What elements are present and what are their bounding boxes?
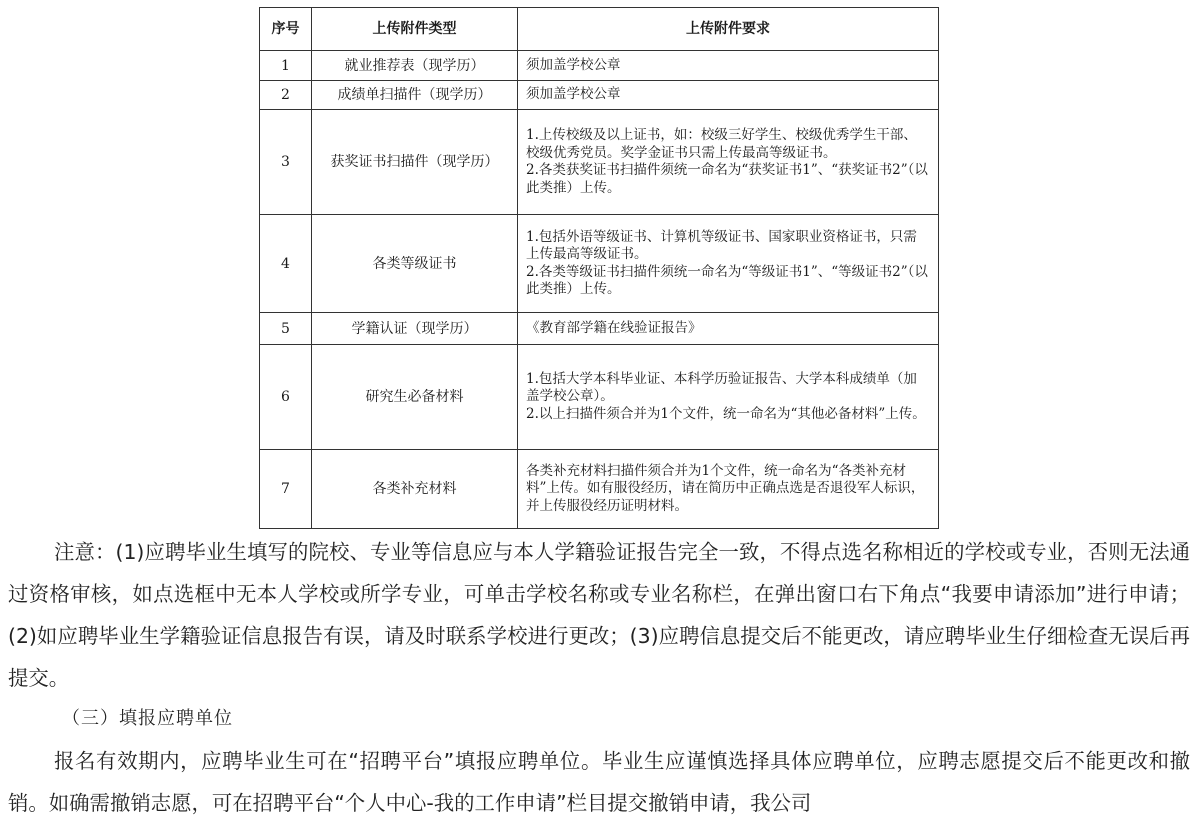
cell-attachment-type: 获奖证书扫描件（现学历）	[312, 110, 518, 215]
section-heading: （三）填报应聘单位	[62, 708, 233, 729]
requirement-line: 须加盖学校公章	[526, 86, 621, 103]
requirement-line: 2.各类获奖证书扫描件须统一命名为“获奖证书1”、“获奖证书2”（以此类推）上传。	[526, 162, 928, 196]
requirement-line: 1.上传校级及以上证书，如：校级三好学生、校级优秀学生干部、校级优秀党员。奖学金证书只需上传最高等级证书。	[526, 127, 917, 161]
table-row	[260, 110, 939, 215]
cell-seq: 7	[260, 450, 312, 529]
apply-paragraph: 报名有效期内，应聘毕业生可在“招聘平台”填报应聘单位。毕业生应谨慎选择具体应聘单位，应聘志愿提交后不能更改和撤销。如确需撤销志愿，可在招聘平台“个人中心-我的工作申请”栏目提交撤销申请，我公司	[8, 749, 1190, 815]
requirement-line: 各类补充材料扫描件须合并为1个文件，统一命名为“各类补充材料”上传。如有服役经历，请在简历中正确点选是否退役军人标识，并上传服役经历证明材料。	[526, 462, 925, 514]
cell-attachment-requirement	[518, 313, 939, 345]
header-seq: 序号	[260, 8, 312, 51]
note-paragraph: 注意：(1)应聘毕业生填写的院校、专业等信息应与本人学籍验证报告完全一致，不得点选名称相近的学校或专业，否则无法通过资格审核，如点选框中无本人学校或所学专业，可单击学校名称或专业名称栏，在弹出窗口右下角点“我要申请添加”进行申请；(2)如应聘毕业生学籍验证信息报告有误，请及时联系学校进行更改；(3)应聘信息提交后不能更改，请应聘毕业生仔细检查无误后再提交。	[8, 540, 1190, 690]
cell-attachment-requirement	[518, 51, 939, 81]
requirement-line: 2.以上扫描件须合并为1个文件，统一命名为“其他必备材料”上传。	[526, 405, 926, 422]
cell-seq: 2	[260, 81, 312, 110]
requirement-line: 2.各类等级证书扫描件须统一命名为“等级证书1”、“等级证书2”（以此类推）上传。	[526, 263, 928, 297]
cell-seq: 3	[260, 110, 312, 215]
table-row	[260, 81, 939, 110]
cell-seq: 1	[260, 51, 312, 81]
requirement-line: 须加盖学校公章	[526, 56, 621, 73]
upload-attachment-table	[259, 7, 939, 529]
table-body	[260, 51, 939, 529]
requirement-line: 1.包括大学本科毕业证、本科学历验证报告、大学本科成绩单（加盖学校公章）。	[526, 370, 917, 405]
table-row	[260, 313, 939, 345]
cell-attachment-requirement	[518, 450, 939, 529]
cell-seq: 5	[260, 313, 312, 345]
table-row	[260, 345, 939, 450]
cell-attachment-type: 学籍认证（现学历）	[312, 313, 518, 345]
header-attachment-type: 上传附件类型	[312, 8, 518, 51]
cell-seq: 6	[260, 345, 312, 450]
cell-attachment-requirement	[518, 345, 939, 450]
table-row	[260, 215, 939, 313]
cell-attachment-requirement	[518, 81, 939, 110]
header-attachment-requirement: 上传附件要求	[518, 8, 939, 51]
cell-attachment-requirement	[518, 215, 939, 313]
cell-attachment-type: 各类等级证书	[312, 215, 518, 313]
table-row	[260, 450, 939, 529]
cell-attachment-type: 各类补充材料	[312, 450, 518, 529]
cell-attachment-type: 就业推荐表（现学历）	[312, 51, 518, 81]
cell-attachment-type: 成绩单扫描件（现学历）	[312, 81, 518, 110]
cell-attachment-requirement	[518, 110, 939, 215]
table-row	[260, 51, 939, 81]
table-header-row	[260, 8, 939, 51]
cell-attachment-type: 研究生必备材料	[312, 345, 518, 450]
requirement-line: 《教育部学籍在线验证报告》	[526, 319, 702, 336]
cell-seq: 4	[260, 215, 312, 313]
requirement-line: 1.包括外语等级证书、计算机等级证书、国家职业资格证书，只需上传最高等级证书。	[526, 228, 917, 262]
